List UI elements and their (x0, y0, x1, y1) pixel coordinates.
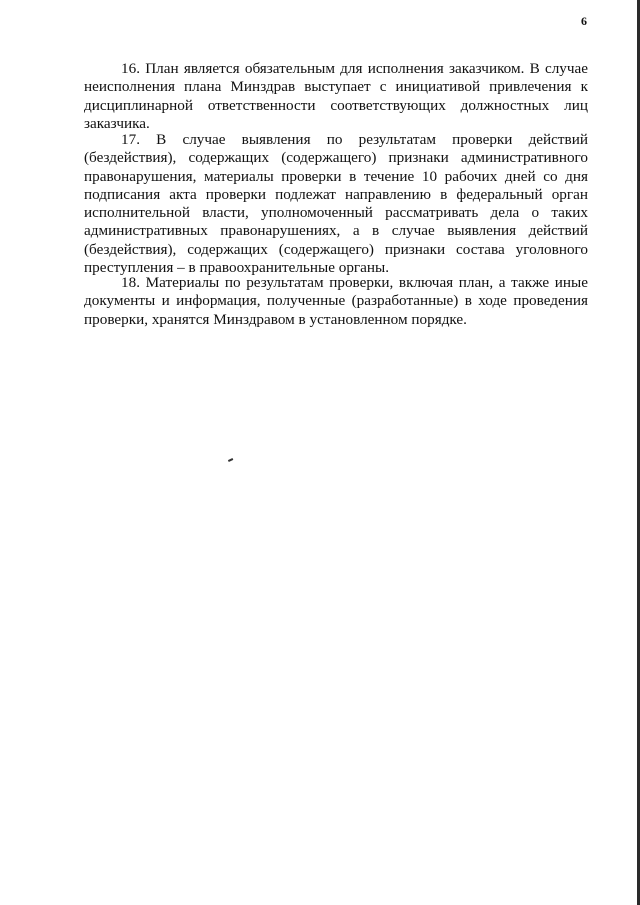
paragraph-17: 17. В случае выявления по результатам проверки действий (бездействия), содержащих (содержащего) признаки административного правонарушения, материалы проверки в течение 10 рабочих дней со дня подписания акта проверки подлежат направлению в федеральный орган исполнительной власти, уполномоченный рассматривать дела о таких административных правонарушениях, а в случае выявления действий (бездействия), содержащих (содержащего) признаки состава уголовного преступления – в правоохранительные органы. (84, 131, 588, 277)
page-number: 6 (581, 14, 587, 28)
paragraph-18: 18. Материалы по результатам проверки, включая план, а также иные документы и информация, полученные (разработанные) в ходе проведения проверки, хранятся Минздравом в установленном порядке. (84, 274, 588, 328)
paragraph-16: 16. План является обязательным для исполнения заказчиком. В случае неисполнения плана Минздрав выступает с инициативой привлечения к дисциплинарной ответственности соответствующих должностных лиц заказчика. (84, 60, 588, 132)
scan-speck (228, 458, 233, 461)
